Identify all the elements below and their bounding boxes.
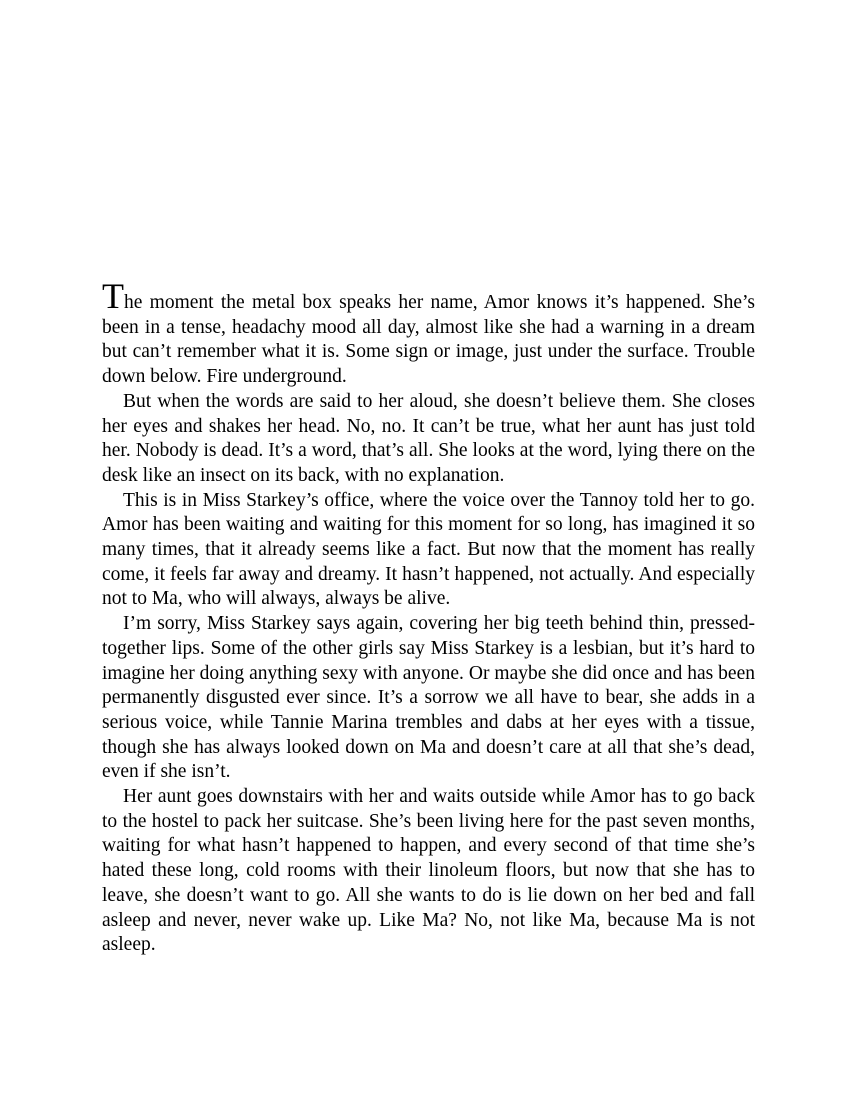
paragraph-3: This is in Miss Starkey’s office, where the voice over the Tannoy told her to go. Amor has been waiting and waiting for this moment for so long, has imagined it so many times, that it already seems like a fact. But now that the moment has really come, it feels far away and dreamy. It hasn’t happened, not actually. And especially not to Ma, who will always, always be alive. bbox=[102, 489, 755, 610]
paragraph-2: But when the words are said to her aloud, she doesn’t believe them. She closes her eyes and shakes her head. No, no. It can’t be true, what her aunt has just told her. Nobody is dead. It’s a word, that’s all. She looks at the word, lying there on the desk like an insect on its back, with no explanation. bbox=[102, 390, 755, 486]
body-text bbox=[102, 276, 755, 958]
initial-cap: T bbox=[102, 276, 124, 316]
paragraph-1 bbox=[102, 276, 755, 390]
paragraph-4: I’m sorry, Miss Starkey says again, covering her big teeth behind thin, pressed-together lips. Some of the other girls say Miss Starkey is a lesbian, but it’s hard to imagine her doing anything sexy with anyone. Or maybe she did once and has been permanently disgusted ever since. It’s a sorrow we all have to bear, she adds in a serious voice, while Tannie Marina trembles and dabs at her eyes with a tissue, though she has always looked down on Ma and doesn’t care at all that she’s dead, even if she isn’t. bbox=[102, 613, 755, 783]
paragraph-5: Her aunt goes downstairs with her and waits outside while Amor has to go back to the hostel to pack her suitcase. She’s been living here for the past seven months, waiting for what hasn’t happened to happen, and every second of that time she’s hated these long, cold rooms with their linoleum floors, but now that she has to leave, she doesn’t want to go. All she wants to do is lie down on her bed and fall asleep and never, never wake up. Like Ma? No, not like Ma, because Ma is not asleep. bbox=[102, 786, 755, 956]
paragraph-1-text: he moment the metal box speaks her name, Amor knows it’s happened. She’s been in a tense, headachy mood all day, almost like she had a warning in a dream but can’t remember what it is. Some sign or image, just under the surface. Trouble down below. Fire underground. bbox=[102, 292, 755, 388]
